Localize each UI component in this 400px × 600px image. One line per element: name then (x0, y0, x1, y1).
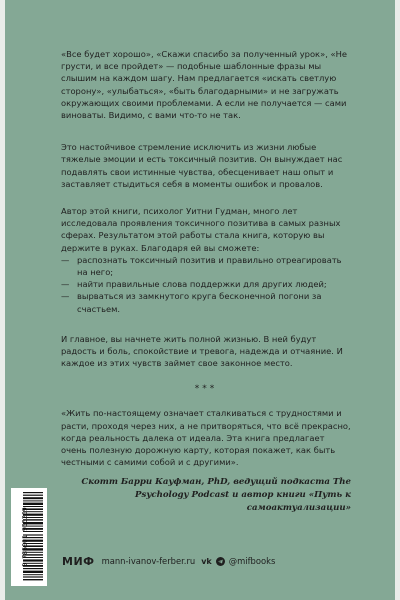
list-item: — распознать токсичный позитив и правильно отреагировать на него; (61, 254, 342, 278)
cover-text (61, 48, 351, 515)
quote-attribution: Скотт Барри Кауфман, PhD, ведущий подкаста The Psychology Podcast и автор книги «Путь к самоактуализации» (81, 477, 351, 514)
publisher-handle[interactable]: @mifbooks (228, 556, 276, 566)
telegram-icon[interactable] (216, 557, 225, 566)
intro-paragraph: «Все будет хорошо», «Скажи спасибо за полученный урок», «Не грусти, и все пройдет» — подобные шаблонные фразы мы слышим на каждом шагу. Нам предлагается «искать светлую сторону», «улыбаться», «быть благодарными» и не загружать окружающих своими проблемами. А если не получается — сами виноваты. Видимо, с вами что-то не так. (61, 49, 348, 121)
list-item: — найти правильные слова поддержки для других людей; (61, 279, 327, 290)
list-dash: — (61, 254, 70, 265)
vk-icon[interactable]: vk (201, 556, 212, 566)
closing-paragraph: И главное, вы начнете жить полной жизнью. В ней будут радость и боль, спокойствие и тревога, надежда и отчаяние. И каждое из этих чувств займет свое законное место. (61, 333, 343, 369)
author-paragraph: Автор этой книги, психолог Уитни Гудман, много лет исследовала проявления токсичного позитива в самых разных сферах. Результатом этой работы стала книга, которую вы держите в руках. Благодаря ей вы сможете: (61, 206, 341, 253)
separator-stars: *** (194, 384, 218, 395)
back-cover (5, 0, 395, 600)
endorsement-quote: «Жить по-настоящему означает сталкиваться с трудностями и расти, проходя через них, а не притворяться, что всё прекрасно, когда реальность далека от идеала. Эта книга предлагает очень полезную дорожную карту, которая покажет, как быть честными с самими собой и с другими». (61, 408, 351, 468)
isbn-barcode (11, 488, 47, 586)
toxic-positivity-paragraph: Это настойчивое стремление исключить из жизни любые тяжелые эмоции и есть токсичный позитив. Он вынуждает нас подавлять свои истинные чувства, обесценивает наш опыт и заставляет стыдиться себя в моменты ошибок и провалов. (61, 142, 343, 189)
barcode-digits: 9 785001 955269 (21, 507, 29, 567)
list-dash: — (61, 279, 70, 290)
list-item: — вырваться из замкнутого круга бесконечной погони за счастьем. (61, 291, 322, 314)
benefits-list (61, 254, 351, 315)
publisher-website[interactable]: mann-ivanov-ferber.ru (101, 556, 196, 566)
publisher-footer (62, 554, 275, 568)
publisher-logo: МИФ (62, 554, 95, 568)
list-dash: — (61, 291, 70, 302)
